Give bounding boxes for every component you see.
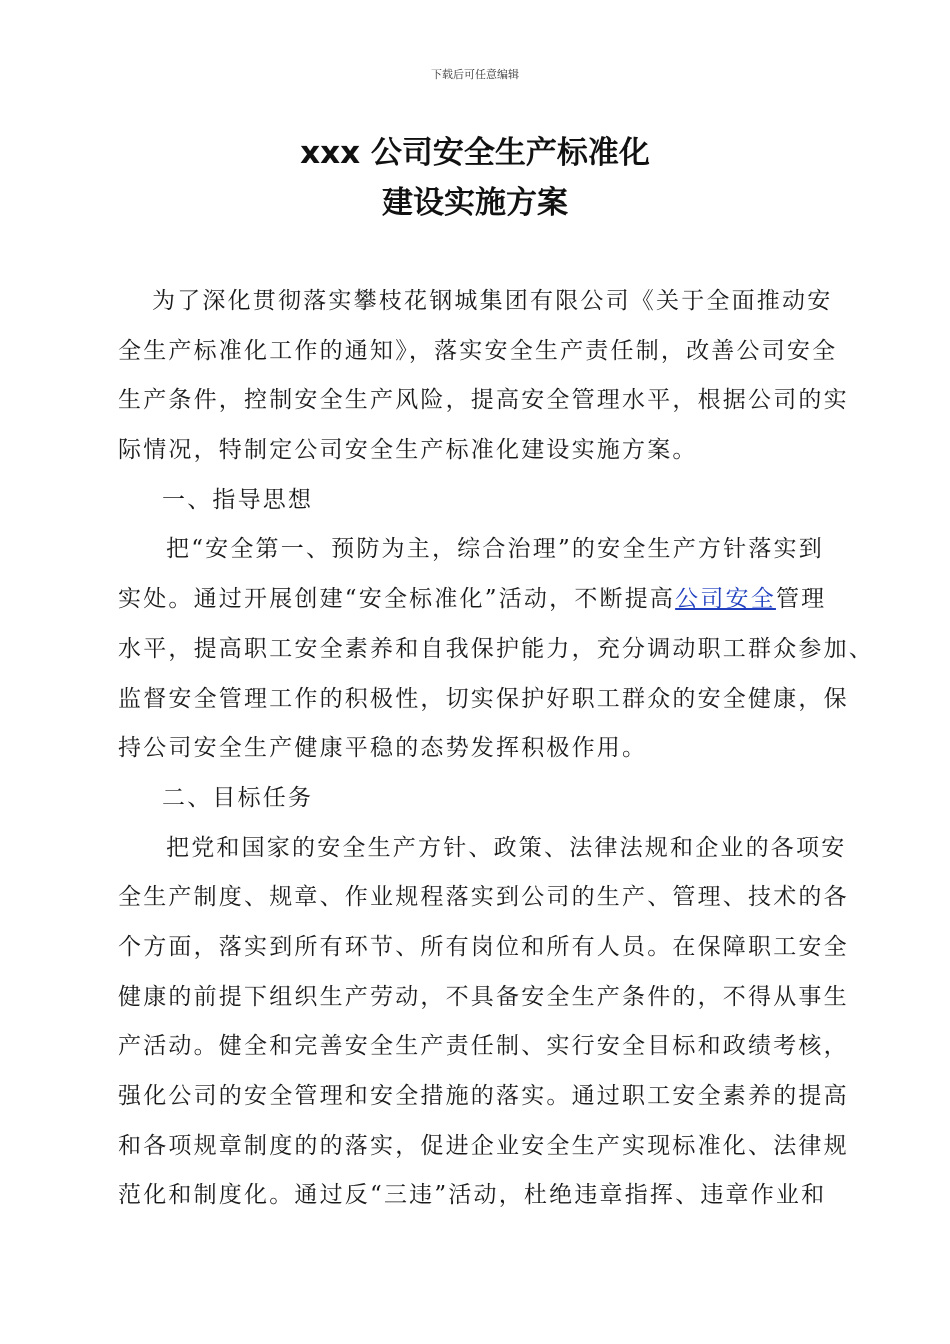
title-line-2: 建设实施方案 (382, 185, 568, 221)
goal-line: 范化和制度化。通过反“三违”活动，杜绝违章指挥、违章作业和 (118, 1182, 827, 1209)
guide-line: 持公司安全生产健康平稳的态势发挥积极作用。 (118, 735, 648, 762)
goal-line: 和各项规章制度的的落实，促进企业安全生产实现标准化、法律规 (118, 1132, 849, 1159)
guide-line: 把“安全第一、预防为主，综合治理”的安全生产方针落实到 (166, 536, 824, 563)
intro-line: 为了深化贯彻落实攀枝花钢城集团有限公司《关于全面推动安 (152, 288, 833, 314)
company-safety-link[interactable]: 公司安全 (675, 586, 776, 613)
document-body (118, 277, 874, 1221)
intro-line: 全生产标准化工作的通知》，落实安全生产责任制，改善公司安全 (118, 337, 838, 364)
guide-line: 水平，提高职工安全素养和自我保护能力，充分调动职工群众参加、 (118, 635, 874, 662)
goal-line: 全生产制度、规章、作业规程落实到公司的生产、管理、技术的各 (118, 884, 849, 911)
section-heading-guiding-ideology: 一、指导思想 (162, 486, 314, 513)
header-note: 下载后可任意编辑 (431, 68, 519, 81)
intro-line: 际情况，特制定公司安全生产标准化建设实施方案。 (118, 437, 698, 464)
goal-line: 健康的前提下组织生产劳动，不具备安全生产条件的，不得从事生 (118, 983, 849, 1010)
goal-line: 个方面，落实到所有环节、所有岗位和所有人员。在保障职工安全 (118, 933, 849, 960)
goal-line: 产活动。健全和完善安全生产责任制、实行安全目标和政绩考核， (118, 1033, 849, 1060)
section-heading-goals-tasks: 二、目标任务 (162, 784, 314, 811)
goal-line: 把党和国家的安全生产方针、政策、法律法规和企业的各项安 (166, 834, 847, 861)
guide-text-after-link: 管理 (775, 586, 827, 613)
guide-line-with-link (118, 575, 866, 625)
intro-line: 生产条件，控制安全生产风险，提高安全管理水平，根据公司的实 (118, 387, 849, 414)
title-line-1: xxx 公司安全生产标准化 (300, 135, 650, 171)
guide-text-before-link: 实处。通过开展创建“安全标准化”活动，不断提高 (118, 586, 676, 613)
document-title (0, 128, 950, 228)
goal-line: 强化公司的安全管理和安全措施的落实。通过职工安全素养的提高 (118, 1083, 849, 1109)
guide-line: 监督安全管理工作的积极性，切实保护好职工群众的安全健康，保 (118, 685, 849, 712)
